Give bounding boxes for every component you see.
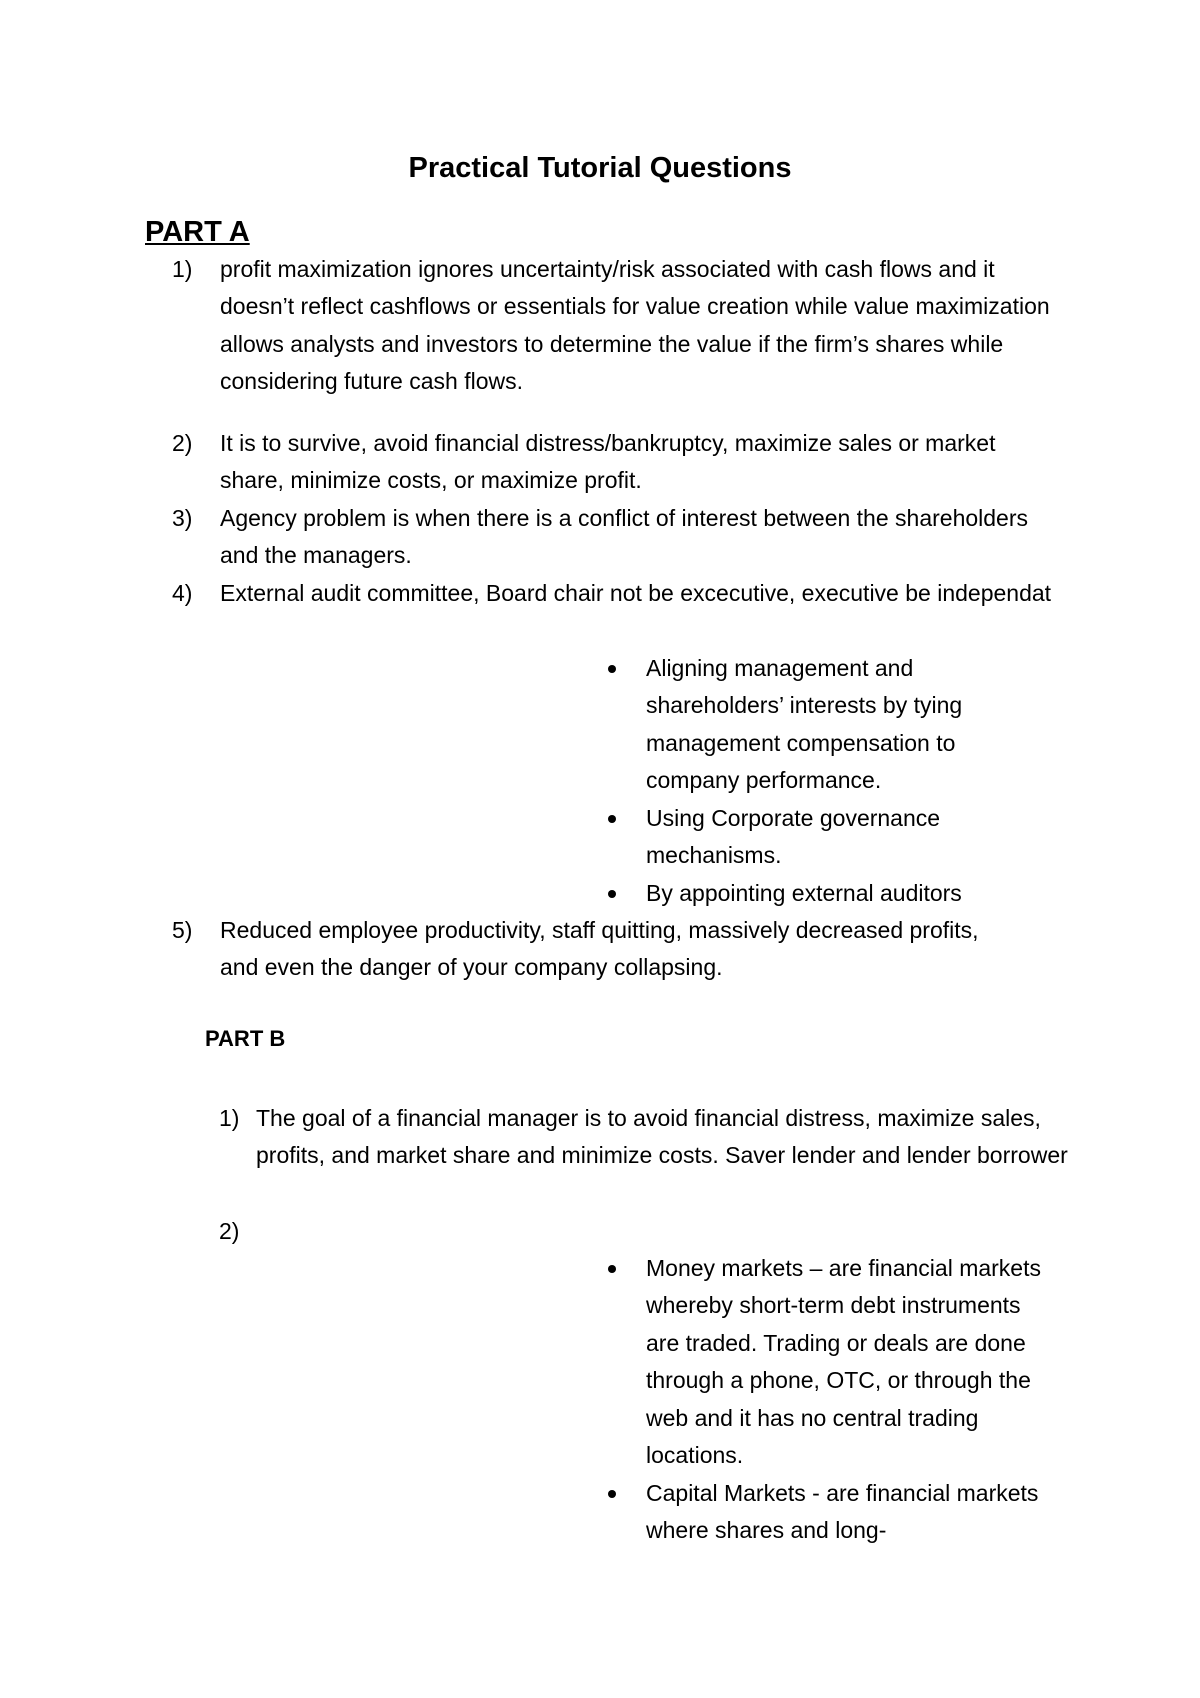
bullet-dot	[608, 890, 616, 898]
item-text: Agency problem is when there is a conflict of interest between the shareholders and the managers.	[220, 505, 1028, 569]
item-number: 1)	[172, 256, 193, 282]
item-text: External audit committee, Board chair not be excecutive, executive be independat	[220, 580, 1052, 606]
bullet-text: Using Corporate governance mechanisms.	[646, 805, 941, 869]
item-number: 1)	[219, 1105, 240, 1131]
bullet-dot	[608, 815, 616, 823]
part-a-item-4	[0, 575, 1200, 650]
item-text: It is to survive, avoid financial distress/bankruptcy, maximize sales or market share, minimize costs, or maximize profit.	[220, 430, 996, 494]
part-a-item-5	[0, 912, 1200, 987]
part-a-item-2	[0, 425, 1200, 500]
bullet-dot	[608, 1490, 616, 1498]
item-text: The goal of a financial manager is to avoid financial distress, maximize sales, profits, and market share and minimize costs. Saver lender and lender borrower	[256, 1105, 1068, 1169]
item-text: Reduced employee productivity, staff quitting, massively decreased profits, and even the danger of your company collapsing.	[220, 917, 979, 981]
part-a-item-1	[0, 251, 1200, 401]
bullet-dot	[608, 665, 616, 673]
bullet-item	[608, 1250, 1058, 1475]
bullet-item	[608, 1475, 1058, 1550]
bullet-dot	[608, 1265, 616, 1273]
part-b-heading: PART B	[205, 1026, 286, 1051]
part-b-item-2	[0, 1213, 1200, 1251]
bullet-item	[608, 800, 1028, 875]
item-number: 2)	[172, 430, 193, 456]
bullet-text: By appointing external auditors	[646, 880, 962, 906]
item-number: 3)	[172, 505, 193, 531]
item-text: profit maximization ignores uncertainty/risk associated with cash flows and it doesn’t reflect cashflows or essentials for value creation while value maximization allows analysts and investors to determine the value if the firm’s shares while considering future cash flows.	[220, 256, 1050, 395]
part-a-item-3	[0, 500, 1200, 575]
page-title: Practical Tutorial Questions	[408, 152, 792, 184]
bullet-item	[608, 875, 1048, 913]
bullet-text: Capital Markets - are financial markets where shares and long-	[646, 1480, 1039, 1544]
bullet-text: Money markets – are financial markets whereby short-term debt instruments are traded. Trading or deals are done through a phone, OTC, or through the web and it has no central trading locations.	[646, 1255, 1041, 1469]
item-number: 5)	[172, 917, 193, 943]
item-number: 2)	[219, 1218, 240, 1244]
bullet-text: Aligning management and shareholders’ interests by tying management compensation to company performance.	[646, 655, 963, 794]
part-a-heading: PART A	[145, 216, 250, 248]
bullet-item	[608, 650, 1028, 800]
part-b-item-1	[0, 1100, 1200, 1215]
item-number: 4)	[172, 580, 193, 606]
